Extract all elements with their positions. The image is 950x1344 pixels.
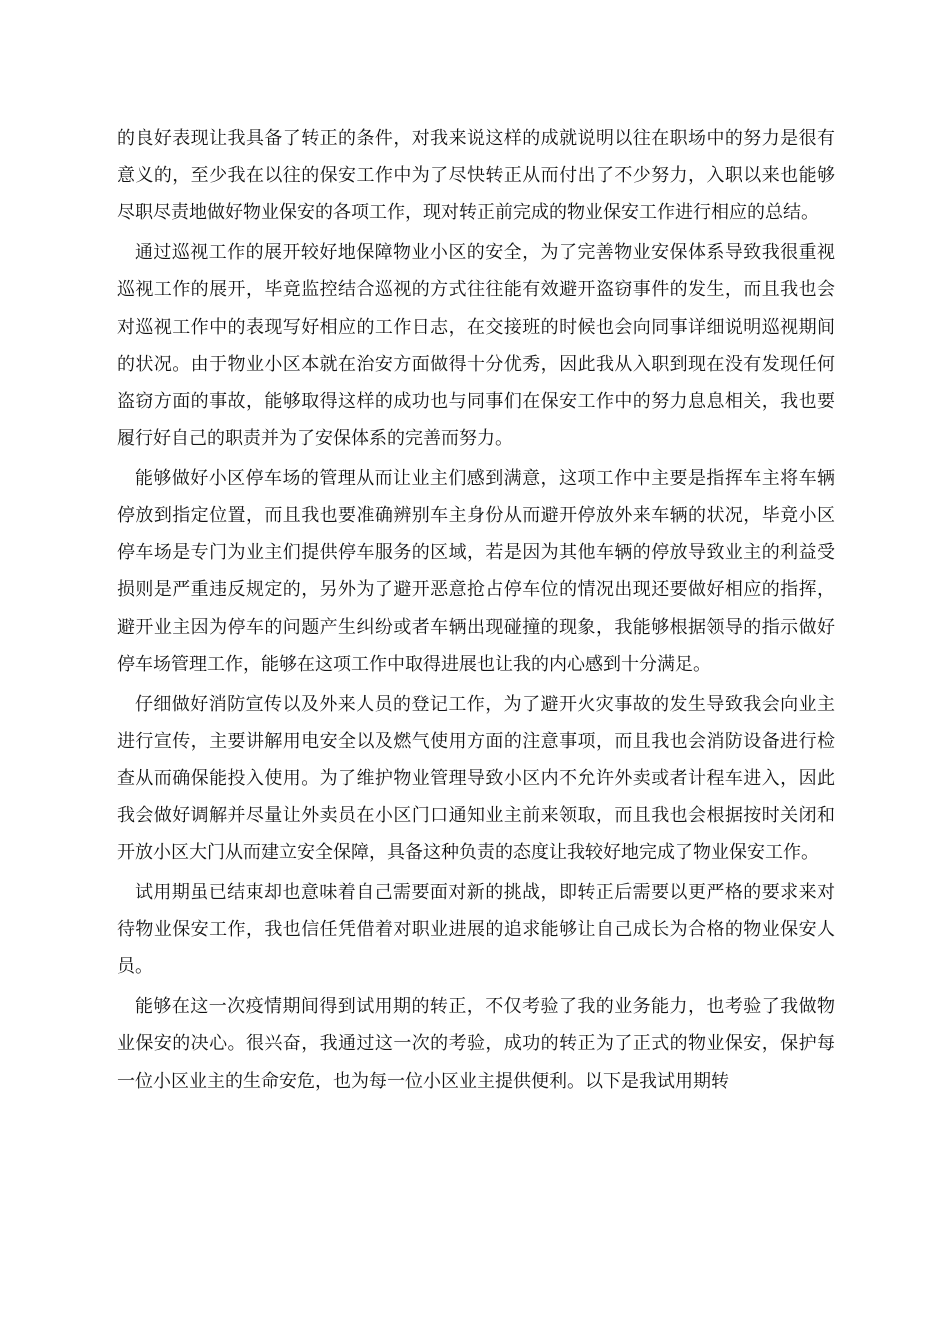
paragraph-3: 能够做好小区停车场的管理从而让业主们感到满意，这项工作中主要是指挥车主将车辆停放到指定位置，而且我也要准确辨别车主身份从而避开停放外来车辆的状况，毕竟小区停车场是专门为业主们提供停车服务的区域，若是因为其他车辆的停放导致业主的利益受损则是严重违反规定的，另外为了避开恶意抢占停车位的情况出现还要做好相应的指挥，避开业主因为停车的问题产生纠纷或者车辆出现碰撞的现象，我能够根据领导的指示做好停车场管理工作，能够在这项工作中取得进展也让我的内心感到十分满足。	[117, 467, 835, 675]
paragraph-1: 的良好表现让我具备了转正的条件，对我来说这样的成就说明以往在职场中的努力是很有意义的，至少我在以往的保安工作中为了尽快转正从而付出了不少努力，入职以来也能够尽职尽责地做好物业保安的各项工作，现对转正前完成的物业保安工作进行相应的总结。	[117, 128, 835, 224]
document-body	[117, 120, 835, 1102]
paragraph-2: 通过巡视工作的展开较好地保障物业小区的安全，为了完善物业安保体系导致我很重视巡视工作的展开，毕竟监控结合巡视的方式往往能有效避开盗窃事件的发生，而且我也会对巡视工作中的表现写好相应的工作日志，在交接班的时候也会向同事详细说明巡视期间的状况。由于物业小区本就在治安方面做得十分优秀，因此我从入职到现在没有发现任何盗窃方面的事故，能够取得这样的成功也与同事们在保安工作中的努力息息相关，我也要履行好自己的职责并为了安保体系的完善而努力。	[117, 242, 835, 450]
paragraph-5: 试用期虽已结束却也意味着自己需要面对新的挑战，即转正后需要以更严格的要求来对待物业保安工作，我也信任凭借着对职业进展的追求能够让自己成长为合格的物业保安人员。	[117, 882, 835, 978]
paragraph-4: 仔细做好消防宣传以及外来人员的登记工作，为了避开火灾事故的发生导致我会向业主进行宣传，主要讲解用电安全以及燃气使用方面的注意事项，而且我也会消防设备进行检查从而确保能投入使用。为了维护物业管理导致小区内不允许外卖或者计程车进入，因此我会做好调解并尽量让外卖员在小区门口通知业主前来领取，而且我也会根据按时关闭和开放小区大门从而建立安全保障，具备这种负责的态度让我较好地完成了物业保安工作。	[117, 693, 835, 864]
paragraph-6: 能够在这一次疫情期间得到试用期的转正，不仅考验了我的业务能力，也考验了我做物业保安的决心。很兴奋，我通过这一次的考验，成功的转正为了正式的物业保安，保护每一位小区业主的生命安危，也为每一位小区业主提供便利。以下是我试用期转	[117, 996, 835, 1092]
